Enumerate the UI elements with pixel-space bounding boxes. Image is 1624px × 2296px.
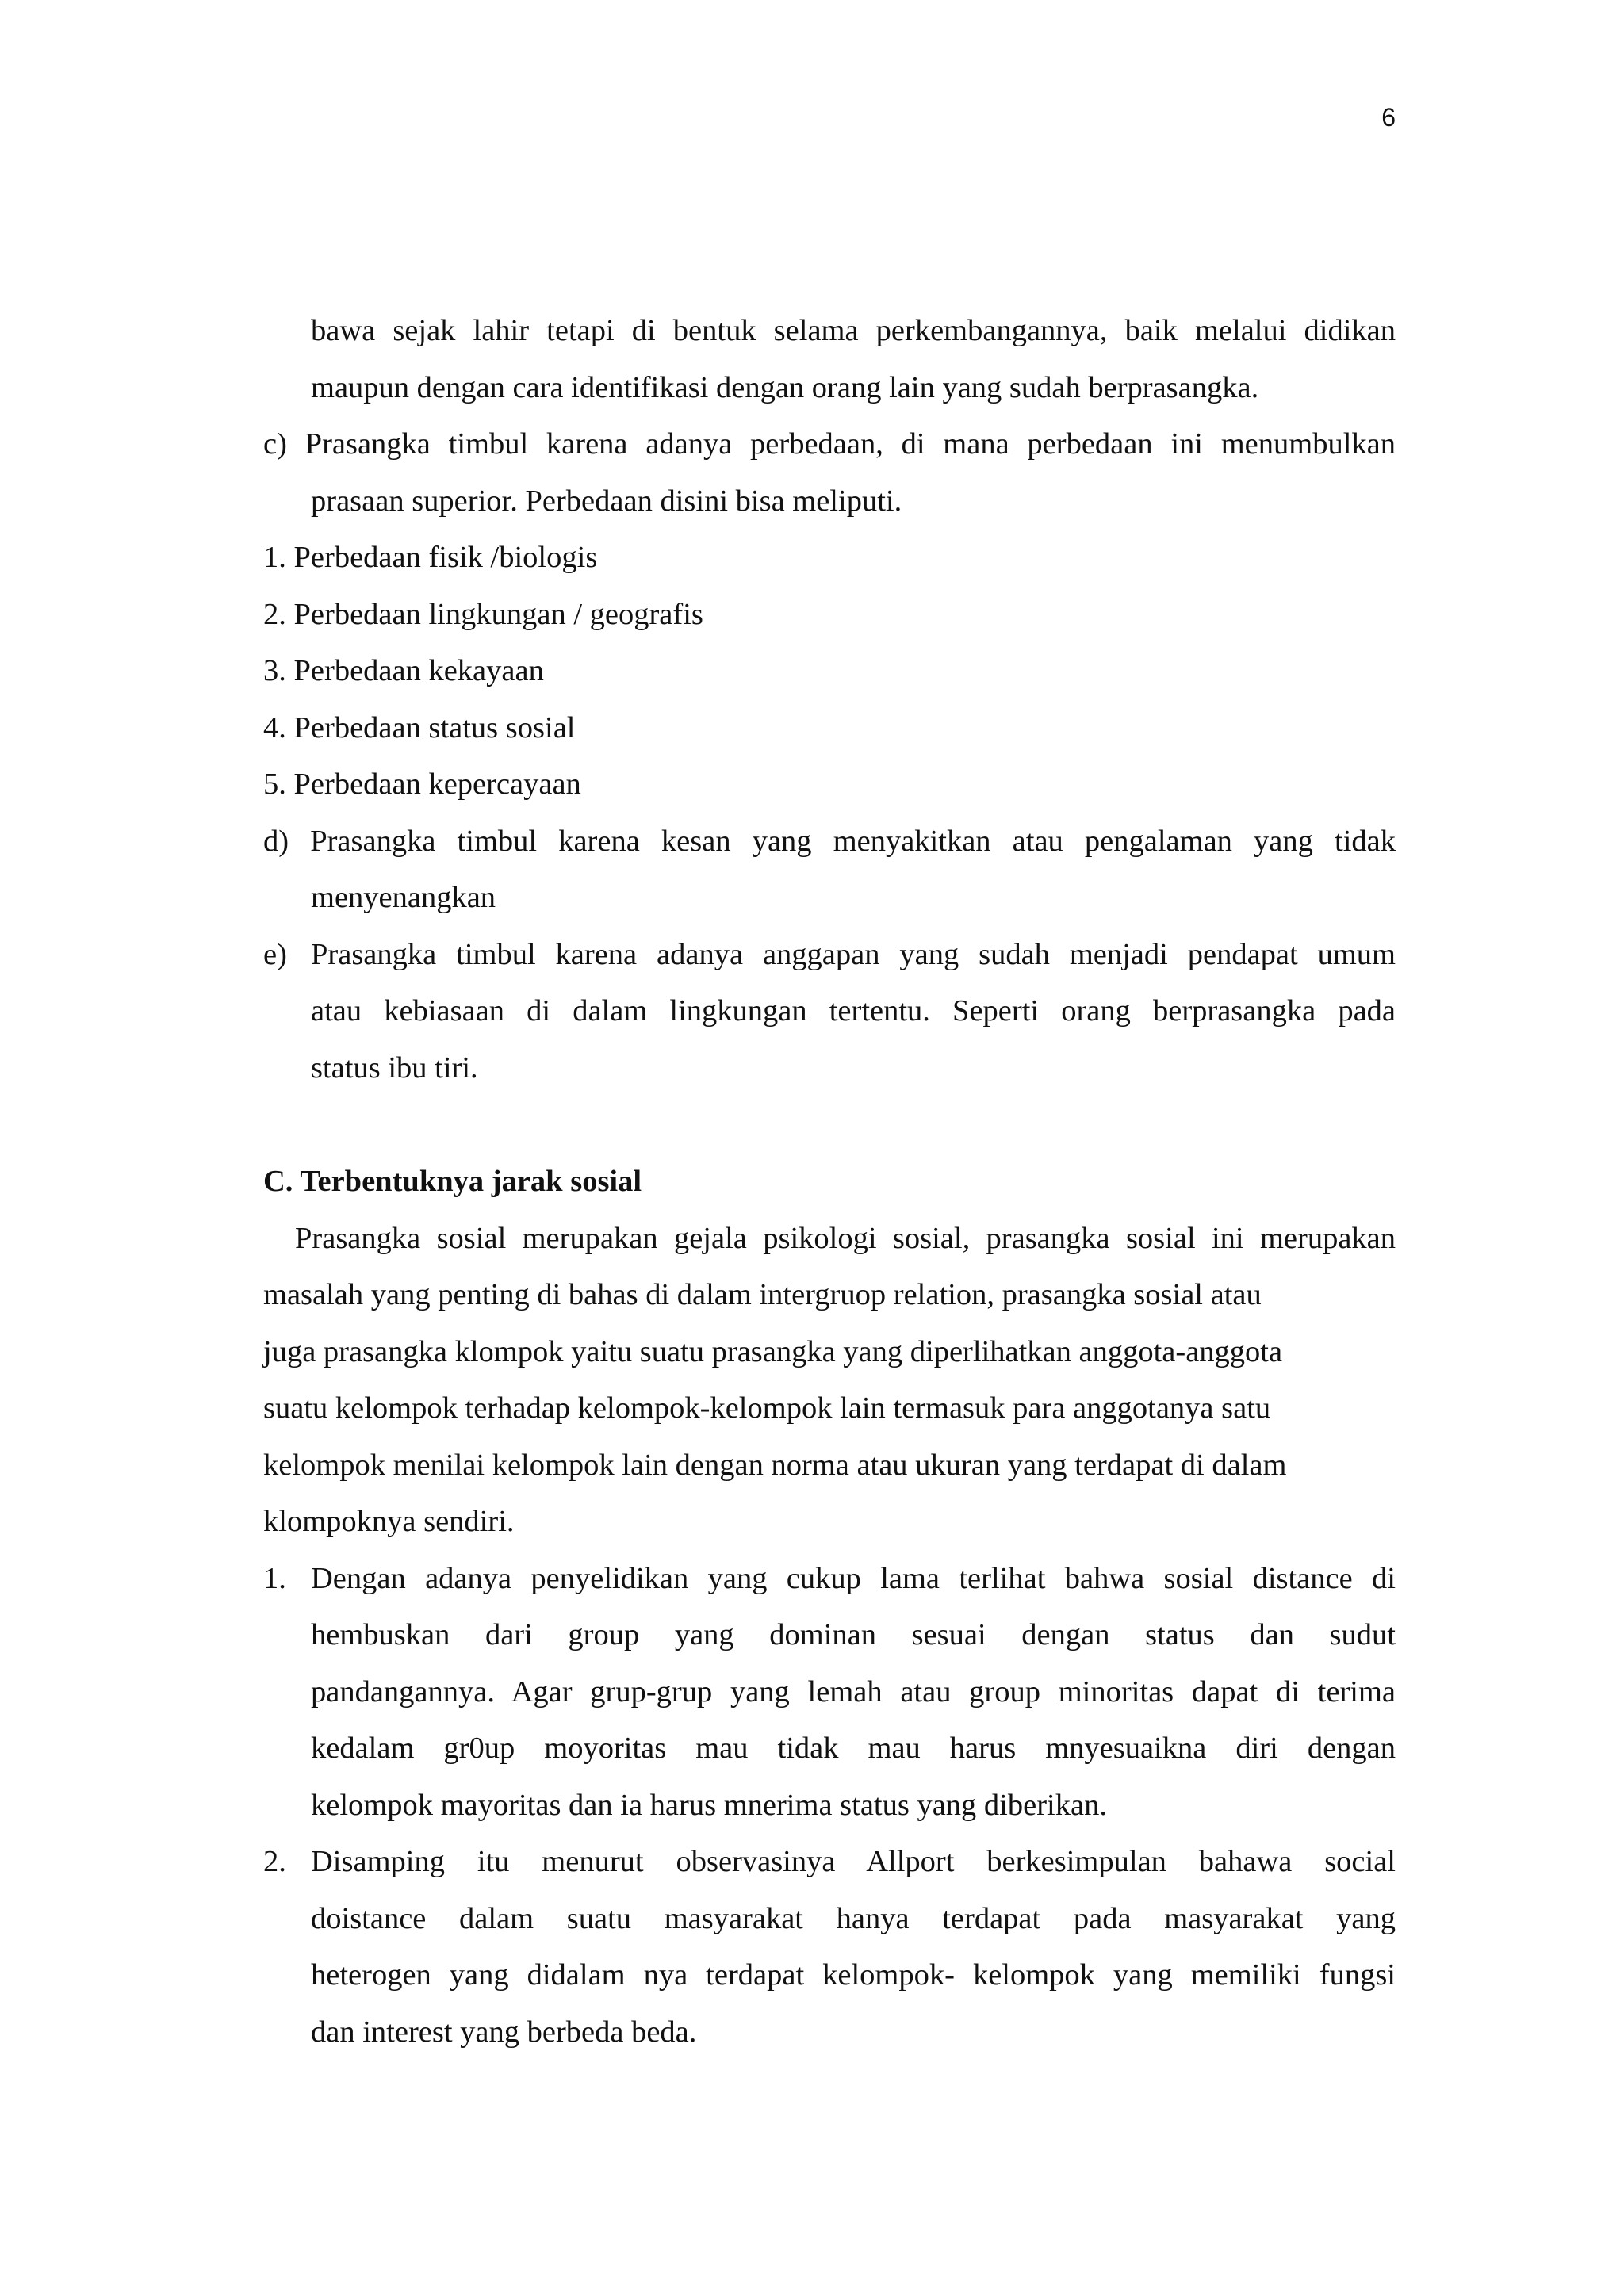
list-item: 1. Perbedaan fisik /biologis bbox=[263, 541, 598, 574]
continuation-paragraph bbox=[263, 303, 1396, 416]
differences-list bbox=[263, 530, 1396, 813]
text-line: hembuskan dari group yang dominan sesuai dengan status dan sudut bbox=[311, 1618, 1396, 1651]
text-line: status ibu tiri. bbox=[311, 1050, 478, 1085]
text-line: bawa sejak lahir tetapi di bentuk selama perkembangannya, baik melalui didikan bbox=[311, 314, 1396, 347]
list-item-c bbox=[263, 416, 1396, 530]
text-line: menyenangkan bbox=[311, 881, 496, 914]
text-line: Dengan adanya penyelidikan yang cukup lama terlihat bahwa sosial distance di bbox=[311, 1561, 1396, 1595]
list-item-d bbox=[263, 813, 1396, 927]
list-item: 3. Perbedaan kekayaan bbox=[263, 654, 544, 687]
text-line: suatu kelompok terhadap kelompok-kelompok lain termasuk para anggotanya satu bbox=[263, 1391, 1271, 1425]
text-line: d) Prasangka timbul karena kesan yang menyakitkan atau pengalaman yang tidak bbox=[263, 824, 1396, 858]
numbered-point-2 bbox=[263, 1834, 1396, 2061]
text-line: doistance dalam suatu masyarakat hanya terdapat pada masyarakat yang bbox=[311, 1901, 1396, 1935]
section-heading: C. Terbentuknya jarak sosial bbox=[263, 1165, 642, 1198]
list-item: 2. Perbedaan lingkungan / geografis bbox=[263, 597, 703, 631]
text-line: atau kebiasaan di dalam lingkungan tertentu. Seperti orang berprasangka pada bbox=[311, 994, 1396, 1027]
list-item: 4. Perbedaan status sosial bbox=[263, 710, 576, 744]
text-line: Prasangka sosial merupakan gejala psikologi sosial, prasangka sosial ini merupakan bbox=[295, 1221, 1396, 1255]
text-line: kedalam gr0up moyoritas mau tidak mau harus mnyesuaikna diri dengan bbox=[311, 1732, 1396, 1765]
list-marker: 1. bbox=[263, 1561, 286, 1595]
text-line: masalah yang penting di bahas di dalam intergruop relation, prasangka sosial atau bbox=[263, 1278, 1262, 1311]
text-line: maupun dengan cara identifikasi dengan orang lain yang sudah berprasangka. bbox=[311, 370, 1259, 404]
text-line: kelompok mayoritas dan ia harus mnerima status yang diberikan. bbox=[311, 1788, 1107, 1822]
text-line: klompoknya sendiri. bbox=[263, 1505, 515, 1538]
list-marker: e) bbox=[263, 937, 287, 971]
text-line: Prasangka timbul karena adanya anggapan yang sudah menjadi pendapat umum bbox=[311, 937, 1396, 971]
numbered-point-1 bbox=[263, 1551, 1396, 1835]
text-line: dan interest yang berbeda beda. bbox=[311, 2015, 697, 2049]
page-number: 6 bbox=[1381, 103, 1396, 132]
text-line: Disamping itu menurut observasinya Allport berkesimpulan bahawa social bbox=[311, 1845, 1396, 1878]
section-paragraph bbox=[263, 1211, 1396, 1551]
text-line: heterogen yang didalam nya terdapat kelompok- kelompok yang memiliki fungsi bbox=[311, 1958, 1396, 1992]
list-marker: 2. bbox=[263, 1845, 286, 1878]
text-line: juga prasangka klompok yaitu suatu prasangka yang diperlihatkan anggota-anggota bbox=[263, 1334, 1283, 1368]
text-line: prasaan superior. Perbedaan disini bisa meliputi. bbox=[311, 484, 902, 518]
text-line: kelompok menilai kelompok lain dengan norma atau ukuran yang terdapat di dalam bbox=[263, 1448, 1287, 1482]
list-item: 5. Perbedaan kepercayaan bbox=[263, 767, 581, 801]
text-line: c) Prasangka timbul karena adanya perbedaan, di mana perbedaan ini menumbulkan bbox=[263, 427, 1396, 461]
text-line: pandangannya. Agar grup-grup yang lemah atau group minoritas dapat di terima bbox=[311, 1674, 1396, 1709]
document-body bbox=[263, 303, 1396, 2061]
list-item-e bbox=[263, 927, 1396, 1097]
